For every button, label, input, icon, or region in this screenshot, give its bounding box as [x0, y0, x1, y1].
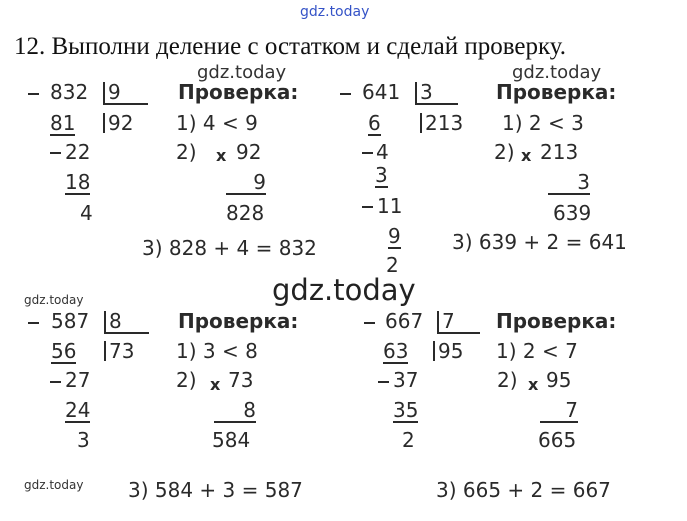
multiplicand: 95 — [546, 368, 572, 392]
divisor: 9 — [103, 82, 148, 105]
subtrahend-2: 3 — [375, 163, 388, 187]
multiply-sign: x — [210, 375, 221, 394]
quotient: 213 — [420, 113, 463, 133]
quotient: 95 — [433, 341, 463, 361]
multiplier: 9 — [226, 172, 266, 195]
product: 828 — [226, 201, 265, 225]
check-step-3: 3) 639 + 2 = 641 — [452, 230, 627, 254]
dividend: 641 — [362, 80, 401, 104]
minus-sign — [378, 381, 389, 383]
minus-sign — [364, 322, 375, 324]
subtrahend-1: 56 — [51, 339, 77, 363]
check-step-2-label: 2) — [494, 140, 515, 164]
divisor: 8 — [104, 311, 149, 334]
minus-sign — [28, 93, 39, 95]
check-step-3: 3) 828 + 4 = 832 — [142, 236, 317, 260]
check-heading: Проверка: — [496, 309, 617, 333]
subtrahend-2: 24 — [65, 398, 91, 422]
check-step-3: 3) 665 + 2 = 667 — [436, 478, 611, 502]
check-step-1: 1) 2 < 3 — [502, 111, 584, 135]
check-heading: Проверка: — [496, 80, 617, 104]
watermark-left-a: gdz.today — [197, 62, 287, 83]
check-step-2-label: 2) — [176, 140, 197, 164]
watermark-center: gdz.today — [272, 273, 416, 307]
product: 584 — [212, 428, 251, 452]
minus-sign — [50, 152, 61, 154]
subtrahend-1: 81 — [50, 111, 76, 135]
minus-sign — [340, 93, 351, 95]
dividend: 587 — [51, 309, 90, 333]
subtrahend-2: 18 — [65, 170, 91, 194]
remainder-step-1: 22 — [65, 140, 91, 164]
remainder-step-2: 11 — [377, 194, 403, 218]
quotient: 73 — [104, 341, 134, 361]
divisor: 3 — [415, 82, 458, 105]
remainder: 2 — [402, 428, 415, 452]
check-heading: Проверка: — [178, 80, 299, 104]
watermark-top: gdz.today — [300, 4, 370, 20]
check-heading: Проверка: — [178, 309, 299, 333]
check-step-2-label: 2) — [176, 368, 197, 392]
check-step-1: 1) 3 < 8 — [176, 339, 258, 363]
quotient: 92 — [103, 113, 133, 133]
watermark-right-a: gdz.today — [512, 62, 602, 83]
subtrahend-1: 63 — [383, 339, 409, 363]
minus-sign — [362, 206, 373, 208]
remainder: 3 — [77, 428, 90, 452]
task-title: 12. Выполни деление с остатком и сделай проверку. — [14, 33, 567, 60]
minus-sign — [50, 381, 61, 383]
check-step-1: 1) 2 < 7 — [496, 339, 578, 363]
remainder-step-1: 4 — [376, 140, 389, 164]
minus-sign — [28, 322, 39, 324]
check-step-2-label: 2) — [497, 368, 518, 392]
remainder-step-1: 27 — [65, 368, 91, 392]
multiplicand: 92 — [236, 140, 262, 164]
multiplier: 3 — [548, 172, 590, 195]
multiplicand: 73 — [228, 368, 254, 392]
multiplier: 8 — [214, 400, 256, 423]
multiplier: 7 — [540, 400, 578, 423]
dividend: 667 — [385, 309, 424, 333]
subtrahend-1: 6 — [368, 111, 381, 135]
product: 665 — [538, 428, 577, 452]
dividend: 832 — [50, 80, 89, 104]
remainder: 2 — [386, 253, 399, 277]
minus-sign — [362, 152, 373, 154]
remainder: 4 — [80, 201, 93, 225]
watermark-left-c: gdz.today — [24, 478, 84, 492]
check-step-1: 1) 4 < 9 — [176, 111, 258, 135]
product: 639 — [553, 201, 592, 225]
subtrahend-3: 9 — [388, 224, 401, 248]
check-step-3: 3) 584 + 3 = 587 — [128, 478, 303, 502]
subtrahend-2: 35 — [393, 398, 419, 422]
divisor: 7 — [437, 311, 480, 334]
multiply-sign: x — [528, 375, 539, 394]
remainder-step-1: 37 — [393, 368, 419, 392]
multiplicand: 213 — [540, 140, 579, 164]
watermark-left-b: gdz.today — [24, 293, 84, 307]
multiply-sign: x — [521, 146, 532, 165]
multiply-sign: x — [216, 146, 227, 165]
